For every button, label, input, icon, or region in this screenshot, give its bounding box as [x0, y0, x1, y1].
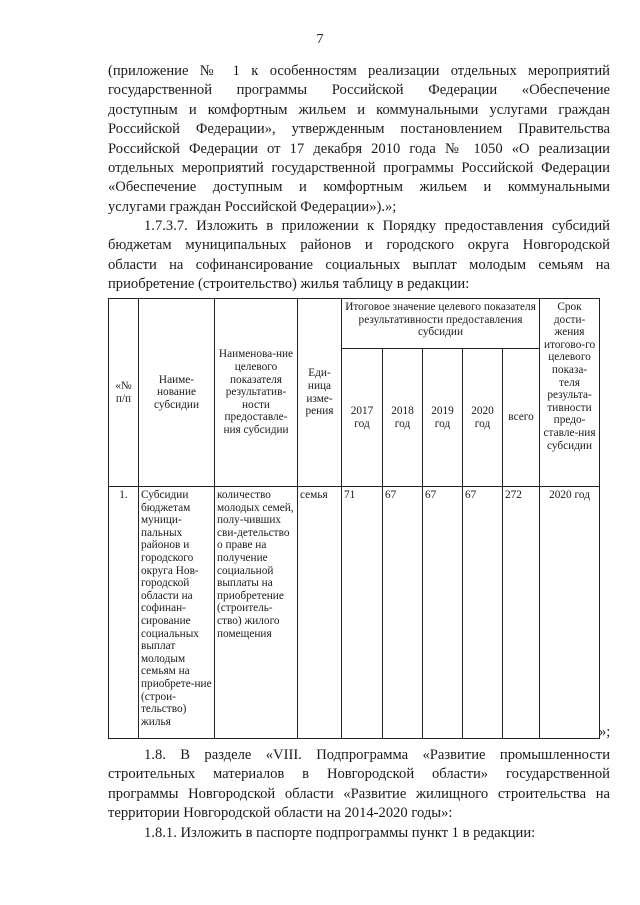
cell-2019: 67 — [423, 487, 463, 739]
header-group: Итоговое значение целевого показателя результативности предоставления субсидии — [342, 299, 540, 349]
header-deadline: Срок дости-жения итогово-го целевого показа-теля результа-тивности предо-ставле-ния субсидии — [540, 299, 600, 487]
text-line: приобретение (строительство) жилья таблицу в редакции: — [108, 276, 470, 293]
cell-name: Субсидии бюджетам муници-пальных районов и городского округа Нов-городской области на софинан-сирование социальных выплат молодым семьям на приобрете-ние (строи-тельство) жилья — [139, 487, 215, 739]
text-line: территории Новгородской области на 2014-2020 годы»: — [108, 805, 453, 822]
text-line: программы Новгородской области «Развитие жилищного строительства на — [108, 785, 610, 802]
text-line: области на софинансирование социальных выплат молодым семьям на — [108, 256, 610, 273]
text-line: Российской Федерации от 17 декабря 2010 года № 1050 «О реализации — [108, 140, 610, 157]
header-num: «№ п/п — [109, 299, 139, 487]
paragraph-1-8 — [108, 746, 610, 824]
cell-2018: 67 — [383, 487, 423, 739]
text-line: Российской Федерации», утвержденным постановлением Правительства — [108, 121, 610, 138]
header-2020: 2020 год — [463, 349, 503, 487]
cell-total: 272 — [503, 487, 540, 739]
text-line: услугами граждан Российской Федерации»).»; — [108, 198, 397, 215]
table-row — [109, 487, 600, 739]
header-2018: 2018 год — [383, 349, 423, 487]
cell-num: 1. — [109, 487, 139, 739]
header-total: всего — [503, 349, 540, 487]
cell-indicator: количество молодых семей, полу-чивших сви-детельство о праве на получение социальной выплаты на приобретение (строитель-ство) жилого помещения — [215, 487, 298, 739]
text-line: «Обеспечение доступным и комфортным жильем и коммунальными — [108, 179, 610, 196]
header-indicator: Наименова-ние целевого показателя результатив-ности предоставле-ния субсидии — [215, 299, 298, 487]
cell-deadline: 2020 год — [540, 487, 600, 739]
table-closing-quote: »; — [599, 724, 611, 740]
text-line: (приложение № 1 к особенностям реализации отдельных мероприятий — [108, 63, 610, 79]
paragraph-1-8-1 — [108, 824, 610, 843]
header-2019: 2019 год — [423, 349, 463, 487]
text-line: 1.7.3.7. Изложить в приложении к Порядку предоставления субсидий — [144, 218, 610, 234]
text-line: отдельных мероприятий государственной программы Российской Федерации — [108, 160, 610, 177]
paragraph-1-7-3-7 — [108, 217, 610, 295]
header-2017: 2017 год — [342, 349, 383, 487]
table-header-row — [109, 299, 600, 349]
text-line: бюджетам муниципальных районов и городского округа Новгородской — [108, 237, 610, 254]
text-line: строительных материалов в Новгородской области» государственной — [108, 766, 610, 783]
cell-2020: 67 — [463, 487, 503, 739]
header-name: Наиме-нование субсидии — [139, 299, 215, 487]
intro-paragraph — [108, 62, 610, 217]
text-line: доступным и комфортным жильем и коммунальными услугами граждан — [108, 101, 610, 118]
header-unit: Еди-ница изме-рения — [298, 299, 342, 487]
text-line: государственной программы Российской Федерации «Обеспечение — [108, 82, 610, 99]
page-number: 7 — [316, 32, 324, 47]
cell-unit: семья — [298, 487, 342, 739]
subsidy-table — [108, 298, 600, 739]
text-line: 1.8. В разделе «VIII. Подпрограмма «Развитие промышленности — [144, 747, 610, 763]
text-line: 1.8.1. Изложить в паспорте подпрограммы пункт 1 в редакции: — [144, 825, 536, 841]
cell-2017: 71 — [342, 487, 383, 739]
